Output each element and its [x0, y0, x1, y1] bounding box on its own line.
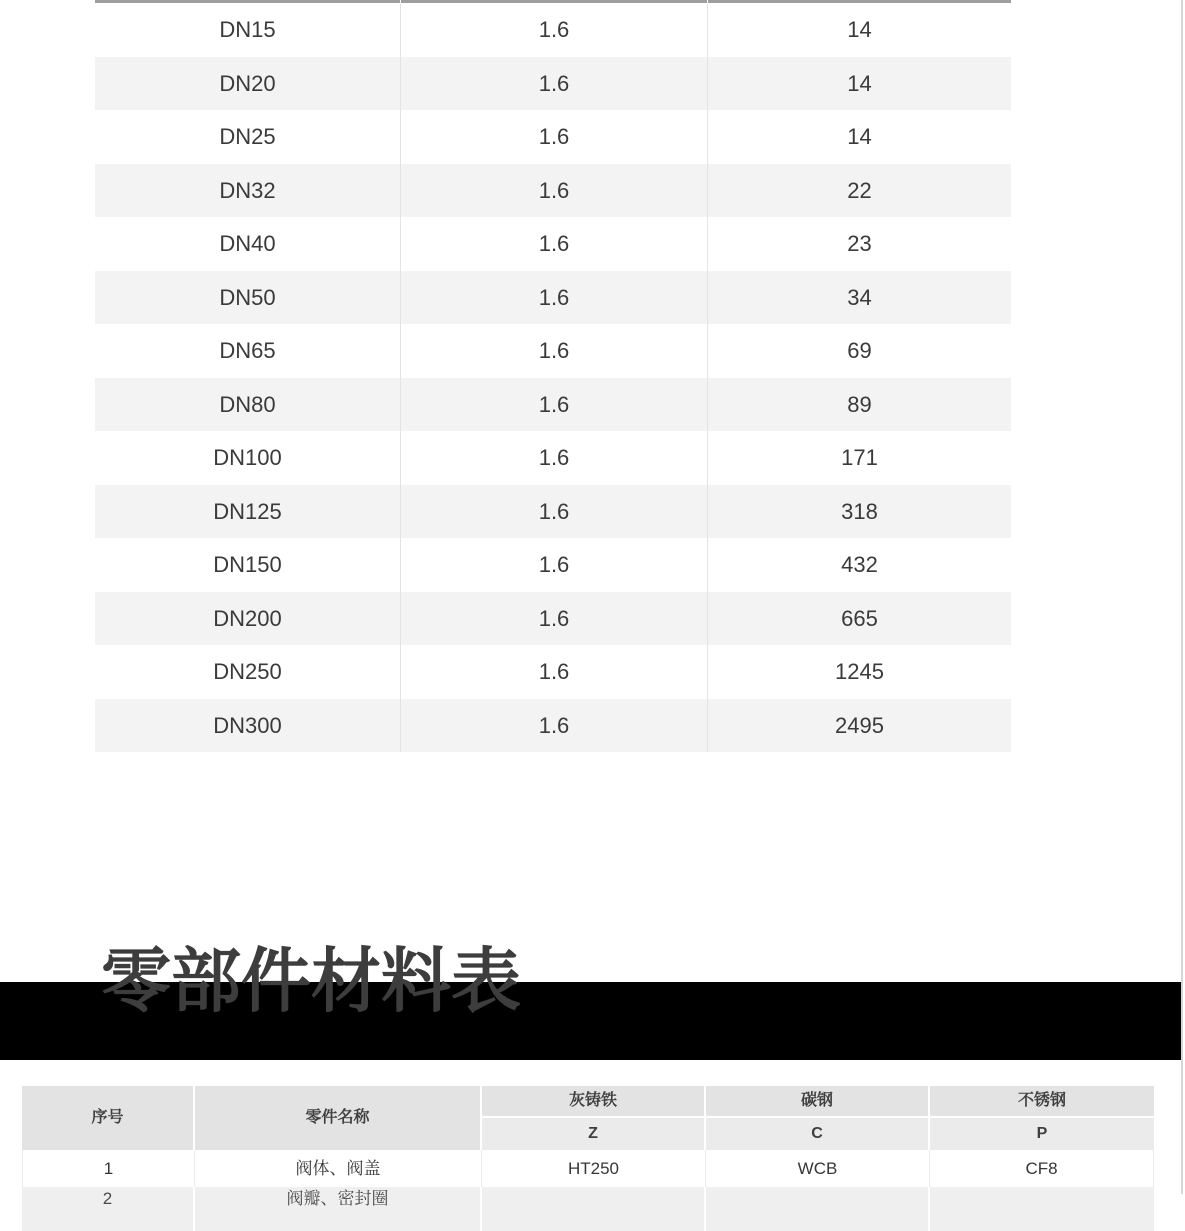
- pn-cell: 1.6: [400, 431, 707, 485]
- clipped-cell-no: 2: [22, 1187, 195, 1231]
- weight-cell: 22: [707, 164, 1011, 218]
- weight-cell: 34: [707, 271, 1011, 325]
- header-part-name: 零件名称: [195, 1086, 482, 1150]
- pn-cell: 1.6: [400, 592, 707, 646]
- table-row: [95, 3, 1011, 57]
- dn-cell: DN32: [219, 177, 276, 203]
- table-row: [95, 110, 1011, 164]
- dn-cell: DN20: [219, 70, 276, 96]
- pn-cell: 1.6: [400, 485, 707, 539]
- dn-cell: DN150: [213, 552, 282, 577]
- weight-cell: 14: [707, 3, 1011, 57]
- weight-cell: 1245: [707, 645, 1011, 699]
- cell-material-p: CF8: [930, 1150, 1154, 1187]
- pn-cell: 1.6: [400, 538, 707, 592]
- pn-cell: 1.6: [400, 217, 707, 271]
- pn-cell: 1.6: [400, 324, 707, 378]
- pn-cell: 1.6: [400, 164, 707, 218]
- clipped-cell-material-z: [482, 1187, 706, 1231]
- cell-part-name: 阀体、阀盖: [195, 1150, 482, 1187]
- pn-cell: 1.6: [400, 3, 707, 57]
- dn-cell: DN100: [213, 445, 282, 470]
- weight-cell: 89: [707, 378, 1011, 432]
- weight-cell: 665: [707, 592, 1011, 646]
- clipped-cell-part-name: 阀瓣、密封圈: [195, 1187, 482, 1231]
- header-code-z: Z: [482, 1118, 706, 1150]
- table-row: [95, 164, 1011, 218]
- header-code-c: C: [706, 1118, 930, 1150]
- page-right-border: [1181, 0, 1183, 1194]
- table-row: [95, 538, 1011, 592]
- clipped-cell-material-c: [706, 1187, 930, 1231]
- header-no: 序号: [22, 1086, 195, 1150]
- table-row: [95, 271, 1011, 325]
- weight-cell: 69: [707, 324, 1011, 378]
- dn-cell: DN40: [219, 231, 276, 256]
- table-row: [95, 699, 1011, 753]
- materials-table: [22, 1086, 1154, 1231]
- header-gray-cast-iron: 灰铸铁: [482, 1086, 706, 1118]
- dn-cell: DN250: [213, 659, 282, 684]
- weight-cell: 14: [707, 110, 1011, 164]
- table-row: [95, 431, 1011, 485]
- dn-cell: DN50: [219, 284, 276, 310]
- weight-cell: 171: [707, 431, 1011, 485]
- weight-cell: 432: [707, 538, 1011, 592]
- dn-cell: DN300: [213, 712, 282, 738]
- table-row: [95, 324, 1011, 378]
- pn-cell: 1.6: [400, 645, 707, 699]
- table-row: [95, 378, 1011, 432]
- cell-material-c: WCB: [706, 1150, 930, 1187]
- dn-cell: DN25: [219, 124, 276, 149]
- cell-material-z: HT250: [482, 1150, 706, 1187]
- weight-cell: 2495: [707, 699, 1011, 753]
- pn-cell: 1.6: [400, 271, 707, 325]
- pn-cell: 1.6: [400, 699, 707, 753]
- pn-cell: 1.6: [400, 110, 707, 164]
- weight-cell: 318: [707, 485, 1011, 539]
- dn-cell: DN15: [219, 17, 276, 42]
- table-row: [95, 485, 1011, 539]
- table-row: [95, 217, 1011, 271]
- dn-weight-table: [95, 0, 1011, 752]
- header-carbon-steel: 碳钢: [706, 1086, 930, 1118]
- header-stainless-steel: 不锈钢: [930, 1086, 1154, 1118]
- dn-cell: DN65: [219, 338, 276, 363]
- table-row: [95, 645, 1011, 699]
- pn-cell: 1.6: [400, 57, 707, 111]
- weight-cell: 23: [707, 217, 1011, 271]
- dn-cell: DN200: [213, 605, 282, 631]
- header-code-p: P: [930, 1118, 1154, 1150]
- table-row: [95, 592, 1011, 646]
- dn-cell: DN125: [213, 498, 282, 524]
- table-row: [95, 57, 1011, 111]
- weight-cell: 14: [707, 57, 1011, 111]
- cell-no: 1: [22, 1150, 195, 1187]
- dn-cell: DN80: [219, 391, 276, 417]
- section-title: 零部件材料表: [101, 942, 521, 1020]
- clipped-cell-material-p: [930, 1187, 1154, 1231]
- pn-cell: 1.6: [400, 378, 707, 432]
